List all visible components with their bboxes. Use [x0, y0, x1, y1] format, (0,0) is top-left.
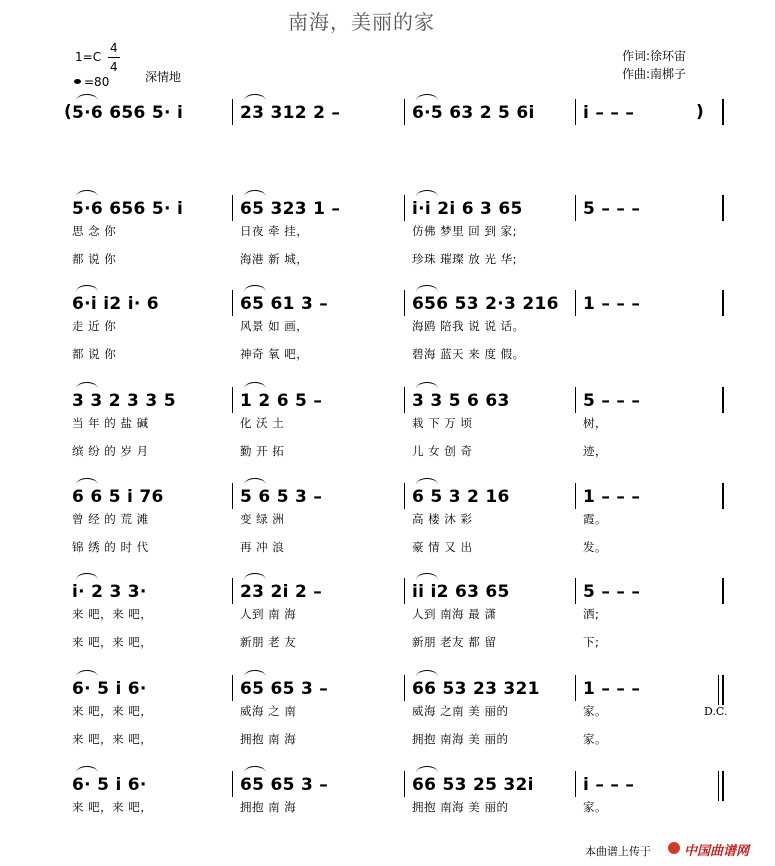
measure-notes: 3 3 5 6 63	[412, 391, 510, 411]
lyric-verse-2: 都 说 你	[72, 252, 117, 266]
lyric-verse-1: 霞。	[583, 512, 607, 526]
lyric-verse-1: 威海 之 南	[240, 704, 297, 718]
bar-line	[575, 387, 576, 413]
composer: 作曲:南梆子	[622, 67, 687, 81]
final-bar-line	[718, 771, 719, 801]
slur-mark	[244, 94, 266, 101]
lyric-verse-2: 缤 纷 的 岁 月	[72, 444, 149, 458]
bar-line	[232, 99, 233, 125]
lyric-verse-2: 珍珠 璀璨 放 光 华;	[412, 252, 517, 266]
lyric-verse-1: 洒;	[583, 607, 600, 621]
measure-notes: 66 53 23 321	[412, 679, 540, 699]
bar-line	[404, 771, 405, 797]
lyric-verse-1: 来 吧，来 吧，	[72, 607, 153, 621]
slur-mark	[244, 573, 266, 580]
bar-line	[722, 387, 724, 413]
final-bar-line	[718, 675, 719, 705]
measure-notes: 1 2 6 5 –	[240, 391, 323, 411]
slur-mark	[416, 190, 438, 197]
measure-notes: 23 312 2 –	[240, 103, 341, 123]
lyric-verse-1: 当 年 的 盐 碱	[72, 416, 149, 430]
lyric-verse-1: 人到 南 海	[240, 607, 297, 621]
lyric-verse-1: 思 念 你	[72, 224, 117, 238]
lyric-verse-1: 仿佛 梦里 回 到 家;	[412, 224, 517, 238]
bar-line	[722, 483, 724, 509]
time-signature-rule	[108, 57, 120, 58]
lyric-verse-1: 曾 经 的 荒 滩	[72, 512, 149, 526]
slur-mark	[76, 190, 98, 197]
measure-notes: i – – –	[583, 775, 635, 795]
lyric-verse-1: 日夜 牵 挂，	[240, 224, 309, 238]
measure-notes: 5·6 656 5· i	[72, 103, 184, 123]
slur-mark	[76, 766, 98, 773]
lyric-verse-1: 高 楼 沐 彩	[412, 512, 473, 526]
bar-line	[575, 578, 576, 604]
measure-notes: 1 – – –	[583, 487, 641, 507]
bar-line	[575, 771, 576, 797]
lyric-verse-1: 树，	[583, 416, 607, 430]
lyric-verse-2: 勤 开 拓	[240, 444, 285, 458]
lyric-verse-2: 锦 绣 的 时 代	[72, 540, 149, 554]
lyric-verse-2: 豪 情 又 出	[412, 540, 473, 554]
lyricist: 作词:徐环宙	[622, 49, 687, 63]
measure-notes: 6 5 3 2 16	[412, 487, 510, 507]
quarter-note-icon	[74, 79, 81, 84]
measure-notes: i – – –	[583, 103, 635, 123]
lyric-verse-2: 家。	[583, 732, 607, 746]
footer-upload-text: 本曲谱上传于	[585, 845, 651, 858]
measure-notes: i·i 2i 6 3 65	[412, 199, 523, 219]
lyric-verse-2: 新朋 老友 都 留	[412, 635, 497, 649]
measure-notes: 6· 5 i 6·	[72, 679, 147, 699]
bar-line	[232, 195, 233, 221]
bar-line	[232, 578, 233, 604]
measure-notes: 65 323 1 –	[240, 199, 341, 219]
bar-line	[404, 99, 405, 125]
bar-line	[232, 483, 233, 509]
site-logo-icon	[668, 842, 680, 854]
slur-mark	[76, 573, 98, 580]
measure-notes: 5 6 5 3 –	[240, 487, 323, 507]
lyric-verse-1: 人到 南海 最 潇	[412, 607, 497, 621]
slur-mark	[244, 478, 266, 485]
slur-mark	[244, 190, 266, 197]
lyric-verse-2: 神奇 氧 吧，	[240, 347, 309, 361]
lyric-verse-1: 拥抱 南海 美 丽的	[412, 800, 509, 814]
slur-mark	[76, 670, 98, 677]
measure-notes: 5 – – –	[583, 582, 641, 602]
bar-line	[575, 483, 576, 509]
slur-mark	[416, 670, 438, 677]
bar-line	[575, 195, 576, 221]
slur-mark	[244, 670, 266, 677]
measure-notes: 656 53 2·3 216	[412, 294, 559, 314]
measure-notes: 65 65 3 –	[240, 679, 329, 699]
measure-notes: ii i2 63 65	[412, 582, 510, 602]
measure-notes: 5 – – –	[583, 391, 641, 411]
lyric-verse-2: 拥抱 南 海	[240, 732, 297, 746]
measure-notes: 5·6 656 5· i	[72, 199, 184, 219]
bar-line	[722, 290, 724, 316]
bar-line	[404, 290, 405, 316]
lyric-verse-2: 拥抱 南海 美 丽的	[412, 732, 509, 746]
lyric-verse-1: 海鸥 陪我 说 说 话。	[412, 319, 525, 333]
song-title: 南海，美丽的家	[288, 10, 435, 34]
slur-mark	[244, 285, 266, 292]
bar-line	[575, 290, 576, 316]
slur-mark	[76, 382, 98, 389]
lyric-verse-1: 家。	[583, 704, 607, 718]
bar-line	[232, 771, 233, 797]
bar-line	[722, 675, 724, 705]
measure-notes: 1 – – –	[583, 679, 641, 699]
time-signature-top: 4	[110, 41, 118, 55]
slur-mark	[416, 766, 438, 773]
lyric-verse-1: 来 吧，来 吧，	[72, 704, 153, 718]
time-signature-bottom: 4	[110, 60, 118, 74]
lyric-verse-2: 碧海 蓝天 来 度 假。	[412, 347, 525, 361]
expression-mark: 深情地	[145, 70, 182, 84]
bar-line	[404, 483, 405, 509]
lyric-verse-2: 来 吧，来 吧，	[72, 635, 153, 649]
slur-mark	[76, 285, 98, 292]
slur-mark	[416, 573, 438, 580]
lyric-verse-2: 发。	[583, 540, 607, 554]
site-logo-text: 中国曲谱网	[684, 844, 750, 859]
lyric-verse-1: 化 沃 土	[240, 416, 285, 430]
measure-notes: 6 6 5 i 76	[72, 487, 164, 507]
intro-bracket-close: )	[696, 102, 705, 122]
measure-notes: 6·i i2 i· 6	[72, 294, 159, 314]
lyric-verse-1: 家。	[583, 800, 607, 814]
lyric-verse-2: 下;	[583, 635, 600, 649]
intro-bracket-open: (	[64, 102, 73, 122]
measure-notes: 6· 5 i 6·	[72, 775, 147, 795]
lyric-verse-2: 再 冲 浪	[240, 540, 285, 554]
measure-notes: 5 – – –	[583, 199, 641, 219]
slur-mark	[76, 94, 98, 101]
lyric-verse-1: 走 近 你	[72, 319, 117, 333]
slur-mark	[244, 382, 266, 389]
lyric-verse-2: 都 说 你	[72, 347, 117, 361]
bar-line	[722, 578, 724, 604]
lyric-verse-2: 来 吧，来 吧，	[72, 732, 153, 746]
slur-mark	[416, 285, 438, 292]
bar-line	[232, 290, 233, 316]
measure-notes: 65 65 3 –	[240, 775, 329, 795]
lyric-verse-2: 海港 新 城，	[240, 252, 309, 266]
bar-line	[575, 99, 576, 125]
lyric-verse-2: 儿 女 创 奇	[412, 444, 473, 458]
measure-notes: 1 – – –	[583, 294, 641, 314]
bar-line	[575, 675, 576, 701]
lyric-verse-1: 威海 之南 美 丽的	[412, 704, 509, 718]
lyric-verse-2: 新朋 老 友	[240, 635, 297, 649]
bar-line	[722, 771, 724, 801]
measure-notes: 6·5 63 2 5 6i	[412, 103, 535, 123]
slur-mark	[244, 766, 266, 773]
lyric-verse-2: 迹，	[583, 444, 607, 458]
lyric-verse-1: 风景 如 画，	[240, 319, 309, 333]
lyric-verse-1: 拥抱 南 海	[240, 800, 297, 814]
measure-notes: i· 2 3 3·	[72, 582, 147, 602]
measure-notes: 3 3 2 3 3 5	[72, 391, 176, 411]
slur-mark	[76, 478, 98, 485]
bar-line	[404, 578, 405, 604]
lyric-verse-1: 变 绿 洲	[240, 512, 285, 526]
bar-line	[722, 195, 724, 221]
bar-line	[404, 387, 405, 413]
bar-line	[404, 675, 405, 701]
dc-mark: D.C.	[704, 705, 728, 718]
measure-notes: 65 61 3 –	[240, 294, 329, 314]
lyric-verse-1: 来 吧，来 吧，	[72, 800, 153, 814]
bar-line	[232, 675, 233, 701]
slur-mark	[416, 94, 438, 101]
tempo: =80	[84, 75, 110, 89]
bar-line	[722, 99, 724, 125]
lyric-verse-1: 栽 下 万 顷	[412, 416, 473, 430]
slur-mark	[416, 478, 438, 485]
measure-notes: 66 53 25 32i	[412, 775, 534, 795]
slur-mark	[416, 382, 438, 389]
key-signature: 1=C	[75, 50, 102, 64]
bar-line	[404, 195, 405, 221]
bar-line	[232, 387, 233, 413]
measure-notes: 23 2i 2 –	[240, 582, 323, 602]
